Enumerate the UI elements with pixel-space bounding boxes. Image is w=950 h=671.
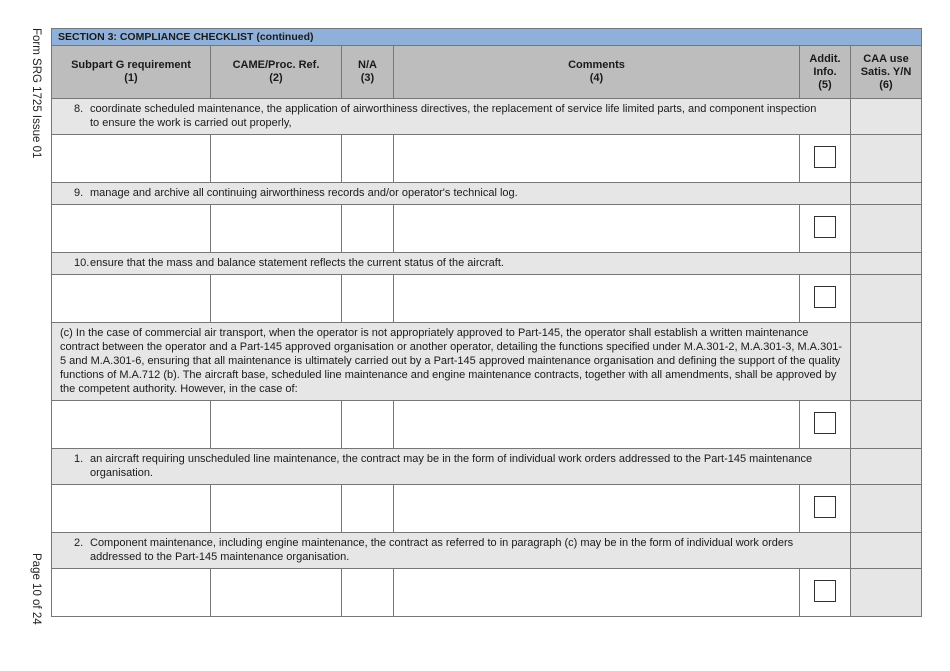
- requirement-text: manage and archive all continuing airworthiness records and/or operator's technical log.: [90, 187, 518, 199]
- came-ref-cell[interactable]: [211, 401, 342, 449]
- requirement-row: [52, 183, 922, 205]
- requirement-text: ensure that the mass and balance statement reflects the current status of the aircraft.: [90, 257, 504, 269]
- addit-info-cell: [800, 205, 851, 253]
- addit-info-cell: [800, 135, 851, 183]
- requirement-blank-cell: [52, 485, 211, 533]
- col-header-requirement: Subpart G requirement (1): [52, 46, 211, 99]
- na-cell[interactable]: [342, 401, 394, 449]
- requirement-text: coordinate scheduled maintenance, the application of airworthiness directives, the replacement of service life limited parts, and component inspection: [90, 103, 817, 115]
- requirement-blank-cell: [52, 135, 211, 183]
- comments-cell[interactable]: [394, 135, 800, 183]
- section-title: SECTION 3: COMPLIANCE CHECKLIST (continued): [52, 29, 922, 46]
- entry-row: [52, 485, 922, 533]
- addit-info-checkbox[interactable]: [814, 580, 836, 602]
- caa-use-cell: [851, 275, 922, 323]
- requirement-blank-cell: [52, 275, 211, 323]
- requirement-number: 2.: [74, 537, 84, 549]
- requirement-number: 9.: [74, 187, 84, 199]
- entry-row: [52, 569, 922, 617]
- addit-info-checkbox[interactable]: [814, 286, 836, 308]
- col-header-na: N/A (3): [342, 46, 394, 99]
- comments-cell[interactable]: [394, 569, 800, 617]
- came-ref-cell[interactable]: [211, 205, 342, 253]
- comments-cell[interactable]: [394, 485, 800, 533]
- requirement-number: 1.: [74, 453, 84, 465]
- requirement-text-cont: organisation.: [90, 467, 153, 479]
- addit-info-cell: [800, 275, 851, 323]
- addit-info-checkbox[interactable]: [814, 146, 836, 168]
- column-header-row: [52, 46, 922, 99]
- caa-use-cell: [851, 205, 922, 253]
- came-ref-cell[interactable]: [211, 485, 342, 533]
- col-header-caa-use: CAA use Satis. Y/N (6): [851, 46, 922, 99]
- came-ref-cell[interactable]: [211, 569, 342, 617]
- na-cell[interactable]: [342, 569, 394, 617]
- comments-cell[interactable]: [394, 275, 800, 323]
- comments-cell[interactable]: [394, 205, 800, 253]
- entry-row: [52, 275, 922, 323]
- requirement-row: [52, 533, 922, 569]
- requirement-row: [52, 99, 922, 135]
- came-ref-cell[interactable]: [211, 135, 342, 183]
- entry-row: [52, 401, 922, 449]
- entry-row: [52, 135, 922, 183]
- requirement-text: an aircraft requiring unscheduled line maintenance, the contract may be in the form of individual work orders addressed to the Part-145 maintenance: [90, 453, 813, 465]
- came-ref-cell[interactable]: [211, 275, 342, 323]
- requirement-row: [52, 323, 922, 401]
- addit-info-checkbox[interactable]: [814, 496, 836, 518]
- requirement-blank-cell: [52, 569, 211, 617]
- requirement-text: (c) In the case of commercial air transport, when the operator is not appropriately approved to Part-145, the operator shall establish a written maintenance contract between the operator and a Part-145 approved organisation or another operator, detailing the functions specified under M.A.301-2, M.A.301-3, M.A.301-5 and M.A.301-6, ensuring that all maintenance is ultimately carried out by a Part-145 approved maintenance organisation and defining the support of the quality functions of M.A.712 (b). The aircraft base, scheduled line maintenance and engine maintenance contracts, together with all amendments, shall be approved by the competent authority. However, in the case of:: [60, 327, 843, 395]
- col-header-comments: Comments (4): [394, 46, 800, 99]
- caa-use-cell: [851, 253, 922, 275]
- caa-use-cell: [851, 533, 922, 569]
- requirement-blank-cell: [52, 401, 211, 449]
- addit-info-cell: [800, 569, 851, 617]
- addit-info-cell: [800, 401, 851, 449]
- caa-use-cell: [851, 99, 922, 135]
- requirement-row: [52, 253, 922, 275]
- compliance-checklist-table: [51, 28, 922, 617]
- caa-use-cell: [851, 401, 922, 449]
- requirement-text-cont: to ensure the work is carried out properly,: [90, 117, 292, 129]
- addit-info-checkbox[interactable]: [814, 412, 836, 434]
- comments-cell[interactable]: [394, 401, 800, 449]
- addit-info-cell: [800, 485, 851, 533]
- na-cell[interactable]: [342, 205, 394, 253]
- requirement-number: 10.: [74, 257, 90, 269]
- col-header-came-ref: CAME/Proc. Ref. (2): [211, 46, 342, 99]
- requirement-text-cont: addressed to the Part-145 maintenance organisation.: [90, 551, 350, 563]
- caa-use-cell: [851, 323, 922, 401]
- na-cell[interactable]: [342, 485, 394, 533]
- requirement-number: 8.: [74, 103, 84, 115]
- requirement-text: Component maintenance, including engine maintenance, the contract as referred to in paragraph (c) may be in the form of individual work orders: [90, 537, 794, 549]
- na-cell[interactable]: [342, 275, 394, 323]
- na-cell[interactable]: [342, 135, 394, 183]
- page-number-label: Page 10 of 24: [30, 553, 42, 625]
- requirement-row: [52, 449, 922, 485]
- addit-info-checkbox[interactable]: [814, 216, 836, 238]
- requirement-blank-cell: [52, 205, 211, 253]
- caa-use-cell: [851, 449, 922, 485]
- form-id-label: Form SRG 1725 Issue 01: [30, 28, 42, 159]
- caa-use-cell: [851, 183, 922, 205]
- entry-row: [52, 205, 922, 253]
- caa-use-cell: [851, 485, 922, 533]
- caa-use-cell: [851, 569, 922, 617]
- col-header-addit-info: Addit. Info. (5): [800, 46, 851, 99]
- caa-use-cell: [851, 135, 922, 183]
